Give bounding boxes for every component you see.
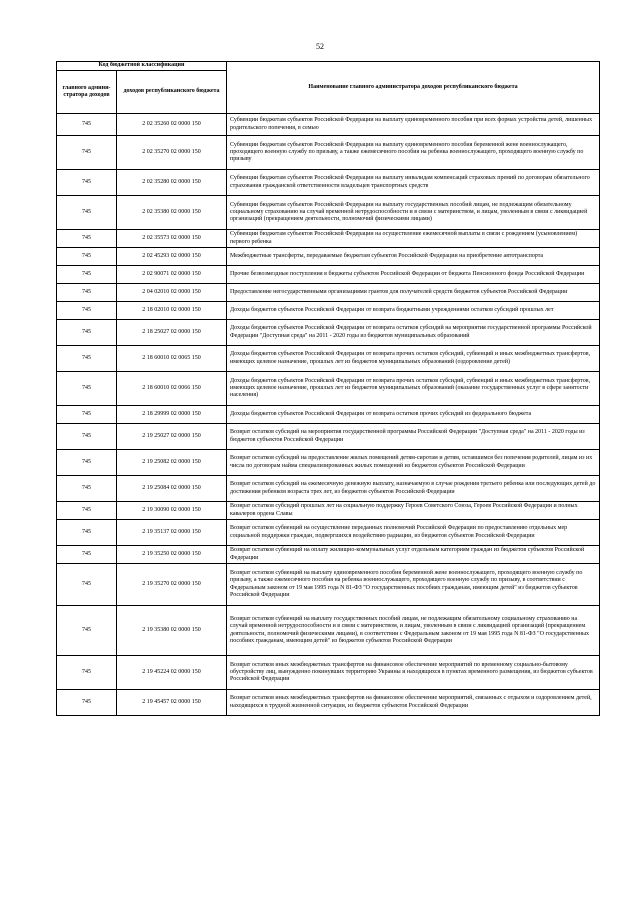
code-column-header: доходов республиканского бюджета — [117, 71, 227, 114]
admin-cell: 745 — [57, 170, 117, 196]
name-cell: Прочие безвозмездные поступления в бюджеты субъектов Российской Федерации от бюджета Пенсионного фонда Российской Федерации — [227, 266, 600, 284]
code-cell: 2 02 35573 02 0000 150 — [117, 230, 227, 248]
table-row — [57, 248, 600, 266]
code-cell: 2 02 35380 02 0000 150 — [117, 196, 227, 230]
table-row — [57, 320, 600, 346]
name-cell: Доходы бюджетов субъектов Российской Федерации от возврата бюджетными учреждениями остатков субсидий прошлых лет — [227, 302, 600, 320]
code-cell: 2 02 35260 02 0000 150 — [117, 114, 227, 136]
table-row — [57, 114, 600, 136]
admin-cell: 745 — [57, 196, 117, 230]
code-cell: 2 19 35270 02 0000 150 — [117, 564, 227, 606]
table-row — [57, 564, 600, 606]
name-cell: Субвенции бюджетам субъектов Российской Федерации на выплату государственных пособий лицам, не подлежащим обязательному социальному страхованию на случай временной нетрудоспособности и в связи с материнством, и лицам, уволенным в связи с ликвидацией организаций (прекращением деятельности, полномочий физическими лицами) — [227, 196, 600, 230]
admin-cell: 745 — [57, 450, 117, 476]
group-header: Код бюджетной классификации — [57, 62, 227, 71]
table-row — [57, 450, 600, 476]
code-cell: 2 02 35270 02 0000 150 — [117, 136, 227, 170]
table-row — [57, 606, 600, 656]
name-cell: Доходы бюджетов субъектов Российской Федерации от возврата прочих остатков субсидий, субвенций и иных межбюджетных трансфертов, имеющих целевое назначение, прошлых лет из бюджетов муниципальных образований (оказание государственных услуг в сфере занятости населения) — [227, 372, 600, 406]
code-cell: 2 19 25027 02 0000 150 — [117, 424, 227, 450]
table-row — [57, 690, 600, 716]
name-cell: Возврат остатков субсидий на мероприятия государственной программы Российской Федерации "Доступная среда" на 2011 - 2020 годы из бюджетов субъектов Российской Федерации — [227, 424, 600, 450]
code-cell: 2 18 25027 02 0000 150 — [117, 320, 227, 346]
code-cell: 2 18 29999 02 0000 150 — [117, 406, 227, 424]
table-row — [57, 520, 600, 546]
table-row — [57, 656, 600, 690]
code-cell: 2 18 02010 02 0000 150 — [117, 302, 227, 320]
admin-cell: 745 — [57, 476, 117, 502]
page-number: 52 — [316, 42, 324, 51]
name-cell: Возврат остатков иных межбюджетных трансфертов на финансовое обеспечение мероприятий, связанных с отдыхом и оздоровлением детей, находящихся в трудной жизненной ситуации, из бюджетов субъектов Российской Федерации — [227, 690, 600, 716]
code-cell: 2 02 35280 02 0000 150 — [117, 170, 227, 196]
admin-cell: 745 — [57, 320, 117, 346]
code-cell: 2 19 30090 02 0000 150 — [117, 502, 227, 520]
table-row — [57, 476, 600, 502]
admin-cell: 745 — [57, 502, 117, 520]
code-cell: 2 19 25082 02 0000 150 — [117, 450, 227, 476]
code-cell: 2 19 35380 02 0000 150 — [117, 606, 227, 656]
admin-cell: 745 — [57, 136, 117, 170]
admin-cell: 745 — [57, 564, 117, 606]
table-row — [57, 170, 600, 196]
table-row — [57, 346, 600, 372]
table-row — [57, 230, 600, 248]
code-cell: 2 02 90071 02 0000 150 — [117, 266, 227, 284]
code-cell: 2 19 25084 02 0000 150 — [117, 476, 227, 502]
admin-cell: 745 — [57, 284, 117, 302]
name-cell: Субвенции бюджетам субъектов Российской Федерации на выплату единовременного пособия беременной жене военнослужащего, проходящего военную службу по призыву, а также ежемесячного пособия на ребенка военнослужащего, проходящего военную службу по призыву — [227, 136, 600, 170]
name-cell: Субвенции бюджетам субъектов Российской Федерации на осуществление ежемесячной выплаты в связи с рождением (усыновлением) первого ребенка — [227, 230, 600, 248]
admin-column-header: главного админи- стратора доходов — [57, 71, 117, 114]
admin-cell: 745 — [57, 520, 117, 546]
admin-cell: 745 — [57, 546, 117, 564]
name-cell: Возврат остатков субсидий прошлых лет на социальную поддержку Героев Советского Союза, Героев Российской Федерации и полных кавалеров ордена Славы — [227, 502, 600, 520]
code-cell: 2 19 45457 02 0000 150 — [117, 690, 227, 716]
table-row — [57, 266, 600, 284]
code-cell: 2 04 02010 02 0000 150 — [117, 284, 227, 302]
table-row — [57, 284, 600, 302]
name-cell: Возврат остатков субвенций на выплату государственных пособий лицам, не подлежащим обязательному социальному страхованию на случай временной нетрудоспособности и в связи с материнством, и лицам, уволенным в связи с ликвидацией организаций (прекращением деятельности, полномочий физическими лицами), в соответствии с Федеральным законом от 19 мая 1995 года N 81-ФЗ "О государственных пособиях гражданам, имеющим детей" из бюджетов субъектов Российской Федерации — [227, 606, 600, 656]
admin-cell: 745 — [57, 302, 117, 320]
table-row — [57, 406, 600, 424]
code-cell: 2 18 60010 02 0066 150 — [117, 372, 227, 406]
name-cell: Доходы бюджетов субъектов Российской Федерации от возврата остатков прочих субсидий из федерального бюджета — [227, 406, 600, 424]
name-cell: Предоставление негосударственными организациями грантов для получателей средств бюджетов субъектов Российской Федерации — [227, 284, 600, 302]
admin-cell: 745 — [57, 248, 117, 266]
admin-cell: 745 — [57, 372, 117, 406]
name-cell: Возврат остатков субвенций на выплату единовременного пособия беременной жене военнослужащего, проходящего военную службу по призыву, а также ежемесячного пособия на ребенка военнослужащего, проходящего военную службу по призыву, в соответствии с Федеральным законом от 19 мая 1995 года N 81-ФЗ "О государственных пособиях гражданам, имеющим детей" из бюджетов субъектов Российской Федерации — [227, 564, 600, 606]
admin-cell: 745 — [57, 424, 117, 450]
code-cell: 2 02 45293 02 0000 150 — [117, 248, 227, 266]
code-cell: 2 19 45224 02 0000 150 — [117, 656, 227, 690]
table-row — [57, 136, 600, 170]
name-cell: Возврат остатков субсидий на ежемесячную денежную выплату, назначаемую в случае рождения третьего ребенка или последующих детей до достижения ребенком возраста трех лет, из бюджетов субъектов Российской Федерации — [227, 476, 600, 502]
budget-classification-table — [56, 61, 600, 716]
name-cell: Субвенции бюджетам субъектов Российской Федерации на выплату инвалидам компенсаций страховых премий по договорам обязательного страхования гражданской ответственности владельцев транспортных средств — [227, 170, 600, 196]
admin-cell: 745 — [57, 690, 117, 716]
table-row — [57, 196, 600, 230]
code-cell: 2 18 60010 02 0065 150 — [117, 346, 227, 372]
name-cell: Доходы бюджетов субъектов Российской Федерации от возврата остатков субсидий на мероприятия государственной программы Российской Федерации "Доступная среда" на 2011 - 2020 годы из бюджетов муниципальных образований — [227, 320, 600, 346]
admin-cell: 745 — [57, 346, 117, 372]
admin-cell: 745 — [57, 406, 117, 424]
name-cell: Субвенции бюджетам субъектов Российской Федерации на выплату единовременного пособия при всех формах устройства детей, лишенных родительского попечения, в семью — [227, 114, 600, 136]
code-cell: 2 19 35250 02 0000 150 — [117, 546, 227, 564]
table-row — [57, 372, 600, 406]
name-cell: Возврат остатков субвенций на оплату жилищно-коммунальных услуг отдельным категориям граждан из бюджетов субъектов Российской Федерации — [227, 546, 600, 564]
code-cell: 2 19 35137 02 0000 150 — [117, 520, 227, 546]
name-cell: Возврат остатков субсидий на предоставление жилых помещений детям-сиротам и детям, оставшимся без попечения родителей, лицам из их числа по договорам найма специализированных жилых помещений из бюджетов субъектов Российской Федерации — [227, 450, 600, 476]
admin-cell: 745 — [57, 114, 117, 136]
table-row — [57, 502, 600, 520]
admin-cell: 745 — [57, 230, 117, 248]
admin-cell: 745 — [57, 606, 117, 656]
name-cell: Возврат остатков иных межбюджетных трансфертов на финансовое обеспечение мероприятий по временному социально-бытовому обустройству лиц, вынужденно покинувших территорию Украины и находящихся в пунктах временного размещения, из бюджетов субъектов Российской Федерации — [227, 656, 600, 690]
name-cell: Возврат остатков субвенций на осуществление переданных полномочий Российской Федерации по предоставлению отдельных мер социальной поддержки граждан, подвергшихся воздействию радиации, из бюджетов субъектов Российской Федерации — [227, 520, 600, 546]
name-cell: Межбюджетные трансферты, передаваемые бюджетам субъектов Российской Федерации на приобретение автотранспорта — [227, 248, 600, 266]
table-row — [57, 546, 600, 564]
admin-cell: 745 — [57, 266, 117, 284]
name-column-header: Наименование главного администратора доходов республиканского бюджета — [227, 62, 600, 114]
table-row — [57, 302, 600, 320]
name-cell: Доходы бюджетов субъектов Российской Федерации от возврата прочих остатков субсидий, субвенций и иных межбюджетных трансфертов, имеющих целевое назначение, прошлых лет из бюджетов муниципальных образований (оздоровление детей) — [227, 346, 600, 372]
admin-cell: 745 — [57, 656, 117, 690]
table-row — [57, 424, 600, 450]
